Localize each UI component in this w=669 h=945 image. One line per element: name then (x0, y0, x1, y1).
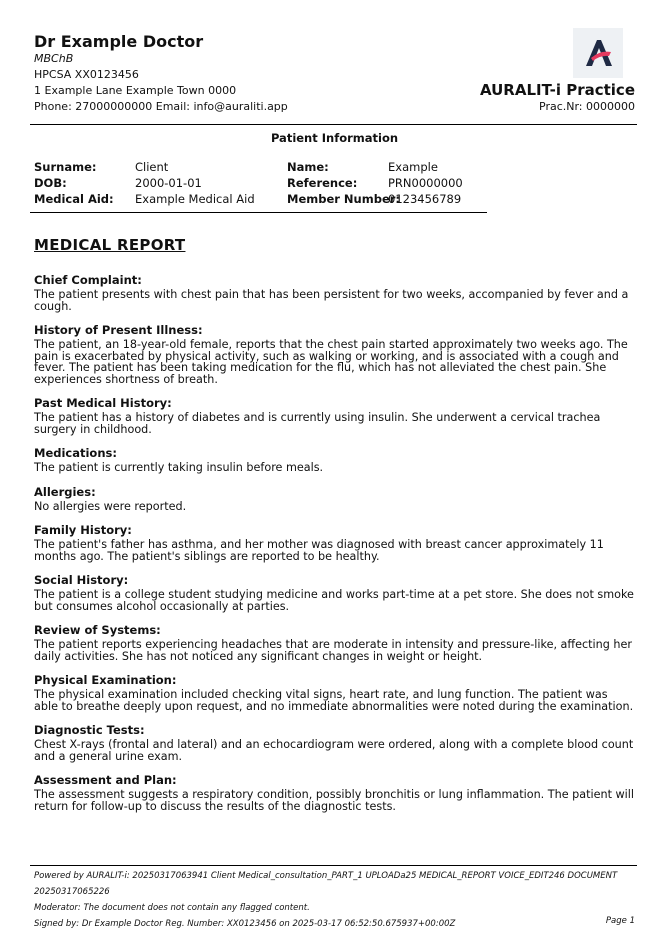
section-body: The patient is a college student studying medicine and works part-time at a pet store. She does not smoke but consumes alcohol occasionally at parties. (34, 588, 634, 613)
section-body: The patient, an 18-year-old female, reports that the chest pain started approximately two weeks ago. The pain is exacerbated by physical activity, such as walking or working, and is associated with a cough and fever. The patient has been taking medication for the flu, which has not alleviated the chest pain. She experiences shortness of breath. (34, 338, 628, 386)
section-body: The physical examination included checking vital signs, heart rate, and lung function. The patient was able to breathe deeply upon request, and no immediate abnormalities were noted during the examination. (34, 688, 634, 713)
section-body: The patient reports experiencing headaches that are moderate in intensity and pressure-like, affecting her daily activities. She has not noticed any significant changes in weight or height. (34, 638, 632, 663)
section-heading: Family History: (34, 523, 132, 537)
powered-by-line: Powered by AURALIT-i: 20250317063941 Client Medical_consultation_PART_1 UPLOADa25 MEDICAL_REPORT VOICE_EDIT246 DOCUMENT (34, 871, 618, 881)
patient-info-title: Patient Information (270, 131, 399, 145)
section-body: The assessment suggests a respiratory condition, possibly bronchitis or lung inflammation. The patient will return for follow-up to discuss the results of the diagnostic tests. (34, 788, 634, 813)
section-body: The patient presents with chest pain that has been persistent for two weeks, accompanied by fever and a cough. (34, 288, 629, 313)
section-heading: Past Medical History: (34, 396, 172, 410)
name-label: Name: (287, 160, 329, 174)
section-medications (34, 446, 634, 474)
patient-info-divider (30, 212, 487, 213)
signature-line: Signed by: Dr Example Doctor Reg. Number: XX0123456 on 2025-03-17 06:52:50.675937+00:00Z (34, 919, 456, 929)
report-sections (34, 273, 634, 823)
practice-number: Prac.Nr: 0000000 (539, 100, 635, 113)
section-heading: Review of Systems: (34, 623, 161, 637)
section-review-of-systems (34, 623, 634, 662)
header-divider (30, 124, 637, 125)
doctor-hpcsa: HPCSA XX0123456 (34, 68, 139, 81)
doctor-name: Dr Example Doctor (34, 32, 204, 51)
section-body: The patient has a history of diabetes and is currently using insulin. She underwent a cervical trachea surgery in childhood. (34, 411, 601, 436)
moderator-note: Moderator: The document does not contain any flagged content. (34, 903, 310, 913)
section-heading: Diagnostic Tests: (34, 723, 145, 737)
doctor-address: 1 Example Lane Example Town 0000 (34, 84, 237, 97)
medical-aid-label: Medical Aid: (34, 192, 114, 206)
letterhead (34, 32, 635, 114)
name-value: Example (388, 160, 438, 174)
section-allergies (34, 485, 634, 513)
member-number-label: Member Number: (287, 192, 401, 206)
section-heading: Chief Complaint: (34, 273, 142, 287)
page-number: Page 1 (605, 916, 635, 926)
section-heading: Social History: (34, 573, 129, 587)
section-heading: History of Present Illness: (34, 323, 203, 337)
section-history-present-illness (34, 323, 634, 385)
section-diagnostic-tests (34, 723, 634, 762)
dob-label: DOB: (34, 176, 67, 190)
section-heading: Medications: (34, 446, 117, 460)
section-heading: Allergies: (34, 484, 96, 499)
auraliti-logo-icon (573, 28, 623, 78)
footer-divider (30, 865, 637, 866)
section-past-medical-history (34, 396, 634, 435)
section-heading: Assessment and Plan: (34, 773, 177, 787)
reference-value: PRN0000000 (388, 176, 463, 190)
report-title: MEDICAL REPORT (34, 236, 186, 254)
powered-by-line-cont: 20250317065226 (34, 887, 110, 897)
section-body: The patient's father has asthma, and her mother was diagnosed with breast cancer approximately 11 months ago. The patient's siblings are reported to be healthy. (34, 538, 604, 563)
dob-value: 2000-01-01 (135, 176, 202, 190)
section-chief-complaint (34, 273, 634, 312)
practice-name: AURALIT-i Practice (479, 81, 635, 99)
section-body: Chest X-rays (frontal and lateral) and an echocardiogram were ordered, along with a complete blood count and a general urine exam. (34, 738, 634, 763)
medical-aid-value: Example Medical Aid (135, 192, 255, 206)
section-family-history (34, 523, 634, 562)
section-social-history (34, 573, 634, 612)
doctor-qualification: MBChB (34, 52, 74, 65)
section-assessment-plan (34, 773, 634, 812)
reference-label: Reference: (287, 176, 358, 190)
surname-value: Client (135, 160, 169, 174)
section-body: The patient is currently taking insulin before meals. (34, 461, 324, 474)
member-number-value: 0123456789 (388, 192, 462, 206)
surname-label: Surname: (34, 160, 97, 174)
section-heading: Physical Examination: (34, 673, 177, 687)
footer (34, 868, 635, 932)
section-physical-examination (34, 673, 634, 712)
section-body: No allergies were reported. (34, 499, 187, 513)
doctor-contact: Phone: 27000000000 Email: info@auraliti.app (34, 100, 288, 113)
